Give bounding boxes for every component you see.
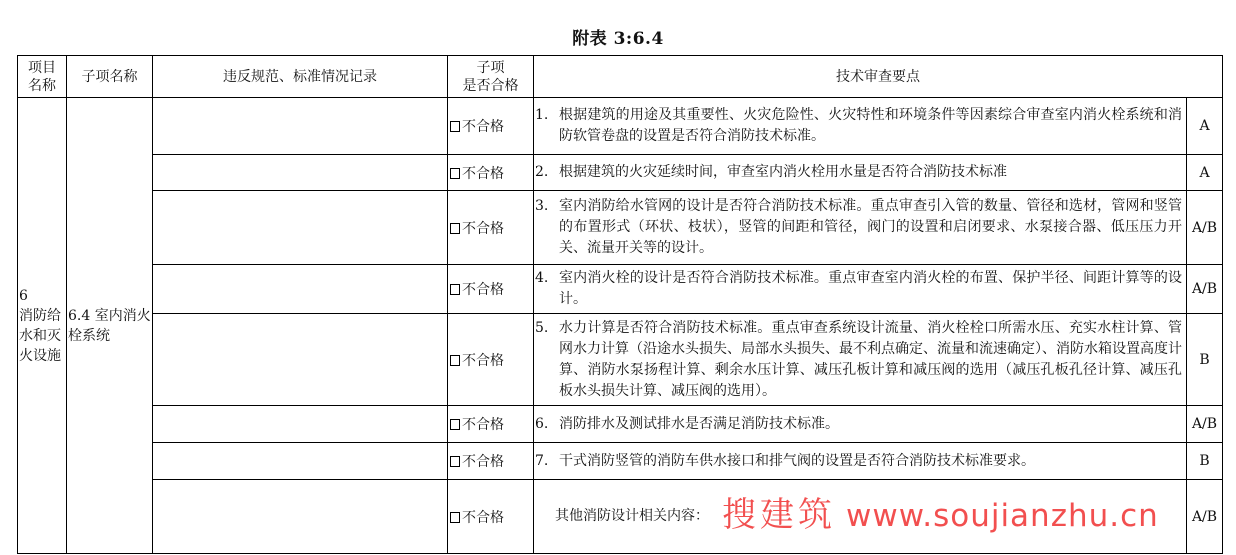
qualified-cell[interactable] xyxy=(448,406,534,443)
checkbox-icon[interactable] xyxy=(450,456,460,467)
violation-record-cell[interactable] xyxy=(153,265,448,314)
review-table xyxy=(17,55,1223,554)
checkbox-icon[interactable] xyxy=(450,512,460,523)
grade-cell: A/B xyxy=(1187,480,1223,554)
page-title: 附表 3:6.4 xyxy=(572,29,664,49)
qualified-label: 不合格 xyxy=(462,220,504,237)
table-row xyxy=(18,406,1223,443)
review-point-cell xyxy=(534,406,1187,443)
table-row xyxy=(18,443,1223,480)
watermark-url: www.soujianzhu.cn xyxy=(846,498,1159,534)
header-qualified xyxy=(448,56,534,98)
project-number: 6 xyxy=(19,287,28,304)
qualified-cell[interactable] xyxy=(448,480,534,554)
point-number: 5. xyxy=(535,319,549,336)
point-number: 4. xyxy=(535,270,549,286)
qualified-cell[interactable] xyxy=(448,155,534,191)
project-name: 消防给水和灭火设施 xyxy=(19,307,61,364)
qualified-cell[interactable] xyxy=(448,314,534,406)
point-text: 消防排水及测试排水是否满足消防技术标准。 xyxy=(559,415,839,432)
qualified-label: 不合格 xyxy=(462,454,504,470)
header-qualified-line1: 子项 xyxy=(476,59,505,76)
watermark xyxy=(722,487,1159,536)
violation-record-cell[interactable] xyxy=(153,443,448,480)
point-text: 水力计算是否符合消防技术标准。重点审查系统设计流量、消火栓栓口所需水压、充实水柱计算、管网水力计算（沿途水头损失、局部水头损失、最不利点确定、流量和流速确定）、消防水箱设置高度计算、消防水泵扬程计算、剩余水压计算、减压孔板计算和减压阀的选用（减压孔板孔径计算、减压孔板水头损失计算、减压阀的选用）。 xyxy=(559,319,1182,399)
qualified-cell[interactable] xyxy=(448,191,534,265)
header-review-points: 技术审查要点 xyxy=(534,56,1223,98)
header-project-line2: 名称 xyxy=(28,77,56,94)
checkbox-icon[interactable] xyxy=(450,168,460,179)
watermark-cn: 搜建筑 xyxy=(722,495,836,535)
grade-cell: B xyxy=(1187,443,1223,480)
point-text: 室内消火栓的设计是否符合消防技术标准。重点审查室内消火栓的布置、保护半径、间距计算等的设计。 xyxy=(559,270,1182,307)
grade-cell: A/B xyxy=(1187,191,1223,265)
table-row xyxy=(18,265,1223,314)
violation-record-cell[interactable] xyxy=(153,314,448,406)
table-row xyxy=(18,98,1223,155)
header-violation-record: 违反规范、标准情况记录 xyxy=(153,56,448,98)
point-number: 1. xyxy=(535,107,549,123)
point-text: 根据建筑的用途及其重要性、火灾危险性、火灾特性和环境条件等因素综合审查室内消火栓系统和消防软管卷盘的设置是否符合消防技术标准。 xyxy=(559,107,1182,144)
point-number: 7. xyxy=(535,452,549,469)
violation-record-cell[interactable] xyxy=(153,406,448,443)
violation-record-cell[interactable] xyxy=(153,480,448,554)
qualified-cell[interactable] xyxy=(448,98,534,155)
violation-record-cell[interactable] xyxy=(153,98,448,155)
review-point-cell xyxy=(534,155,1187,191)
header-qualified-line2: 是否合格 xyxy=(462,77,519,94)
qualified-label: 不合格 xyxy=(462,119,504,135)
point-number: 3. xyxy=(535,198,549,214)
violation-record-cell[interactable] xyxy=(153,155,448,191)
checkbox-icon[interactable] xyxy=(450,284,460,295)
checkbox-icon[interactable] xyxy=(450,223,460,234)
point-number: 2. xyxy=(535,164,549,180)
review-point-cell xyxy=(534,191,1187,265)
grade-cell: B xyxy=(1187,314,1223,406)
qualified-label: 不合格 xyxy=(462,417,504,433)
table-row xyxy=(18,191,1223,265)
table-header-row xyxy=(18,56,1223,98)
grade-cell: A xyxy=(1187,155,1223,191)
point-text: 干式消防竖管的消防车供水接口和排气阀的设置是否符合消防技术标准要求。 xyxy=(559,452,1035,469)
qualified-cell[interactable] xyxy=(448,443,534,480)
review-point-cell xyxy=(534,98,1187,155)
qualified-cell[interactable] xyxy=(448,265,534,314)
qualified-label: 不合格 xyxy=(462,352,504,369)
point-number: 6. xyxy=(535,415,549,432)
review-point-cell xyxy=(534,265,1187,314)
grade-cell: A/B xyxy=(1187,265,1223,314)
header-subitem-name: 子项名称 xyxy=(67,56,153,98)
header-project-line1: 项目 xyxy=(28,59,56,76)
checkbox-icon[interactable] xyxy=(450,419,460,430)
subitem-name-cell: 6.4 室内消火栓系统 xyxy=(67,98,153,554)
qualified-label: 不合格 xyxy=(462,282,504,298)
point-text: 根据建筑的火灾延续时间，审查室内消火栓用水量是否符合消防技术标准 xyxy=(559,164,1007,180)
table-row xyxy=(18,155,1223,191)
grade-cell: A/B xyxy=(1187,406,1223,443)
header-project-name xyxy=(18,56,67,98)
project-name-cell xyxy=(18,98,67,554)
qualified-label: 不合格 xyxy=(462,165,504,182)
point-text: 室内消防给水管网的设计是否符合消防技术标准。重点审查引入管的数量、管径和选材，管网和竖管的布置形式（环状、枝状），竖管的间距和管径，阀门的设置和启闭要求、水泵接合器、低压压力开关、流量开关等的设计。 xyxy=(559,198,1182,256)
checkbox-icon[interactable] xyxy=(450,355,460,366)
table-row xyxy=(18,314,1223,406)
grade-cell: A xyxy=(1187,98,1223,155)
checkbox-icon[interactable] xyxy=(450,121,460,132)
qualified-label: 不合格 xyxy=(462,509,504,526)
other-content-label: 其他消防设计相关内容： xyxy=(555,508,709,524)
review-point-cell xyxy=(534,314,1187,406)
violation-record-cell[interactable] xyxy=(153,191,448,265)
review-point-cell xyxy=(534,443,1187,480)
